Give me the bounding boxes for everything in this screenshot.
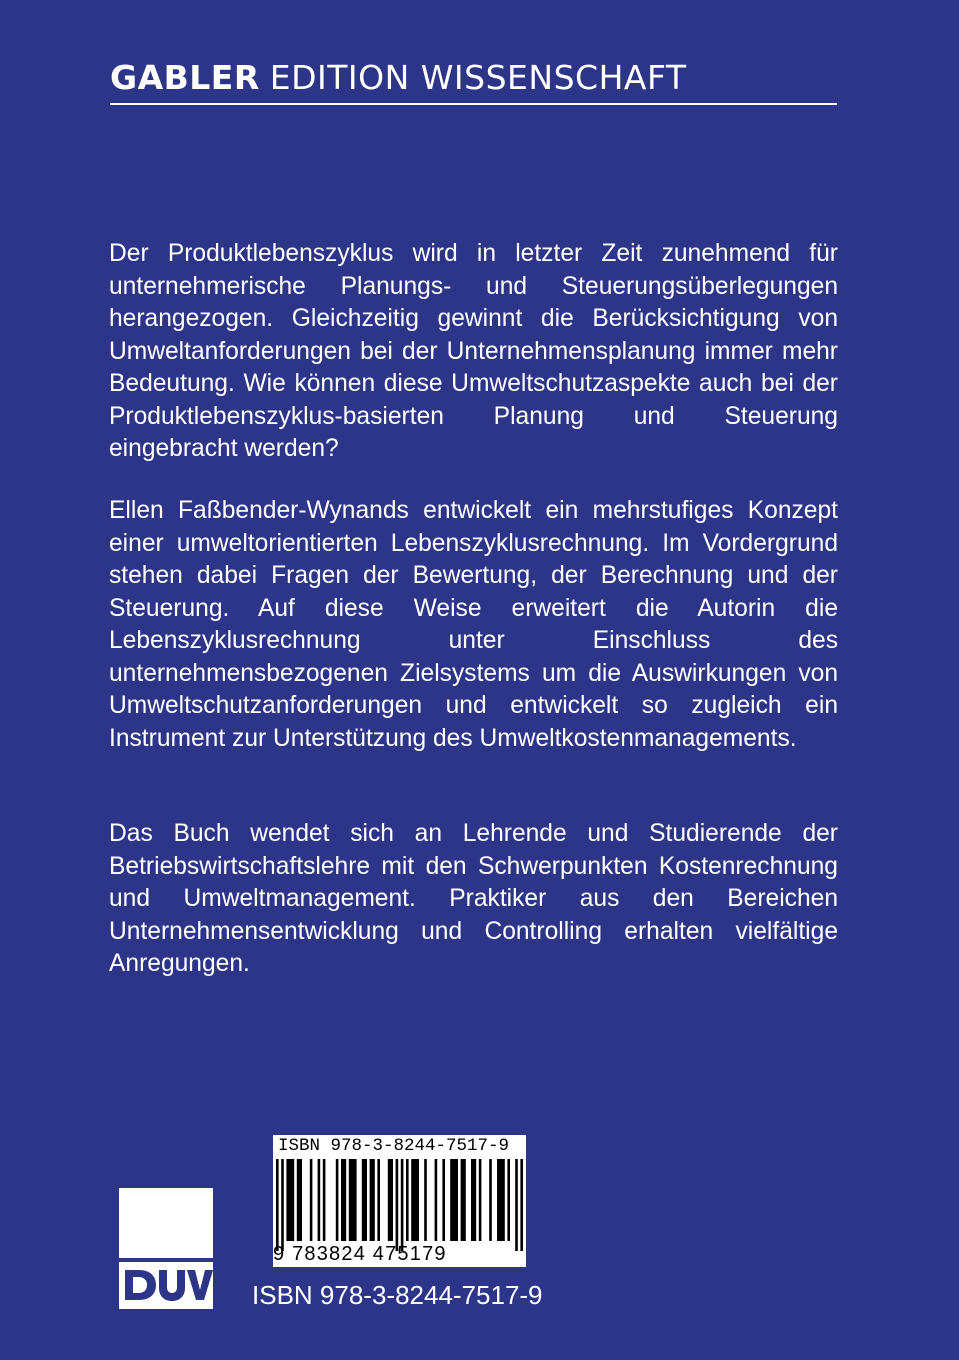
series-title — [110, 58, 687, 97]
barcode-bar — [336, 1159, 339, 1241]
barcode-bars — [276, 1159, 523, 1251]
barcode-bar — [411, 1159, 419, 1241]
blurb-paragraph-3: Das Buch wendet sich an Lehrende und Studierende der Betriebswirtschaftslehre mit den Schwerpunkten Kostenrechnung und Umweltmanagement. Praktiker aus den Bereichen Unternehmensentwicklung und Controlling erhalten vielfältige Anregungen. — [109, 820, 838, 977]
barcode-bar — [450, 1159, 458, 1241]
barcode-bar — [396, 1159, 399, 1251]
barcode-bar — [349, 1159, 357, 1241]
barcode-bar — [424, 1159, 427, 1241]
barcode-bar — [497, 1159, 505, 1241]
barcode-bar — [442, 1159, 445, 1241]
barcode-bar — [435, 1159, 438, 1241]
barcode-bar — [276, 1159, 279, 1251]
barcode-bar — [471, 1159, 476, 1241]
barcode-bar — [377, 1159, 380, 1241]
header-rule — [110, 103, 837, 105]
barcode-bar — [362, 1159, 367, 1241]
isbn-barcode — [273, 1135, 526, 1267]
barcode-bar — [286, 1159, 294, 1241]
barcode-bar — [318, 1159, 321, 1241]
barcode-bar — [461, 1159, 466, 1241]
barcode-bar — [401, 1159, 404, 1251]
barcode-bar — [388, 1159, 393, 1241]
barcode-bar — [341, 1159, 346, 1241]
barcode-bar — [489, 1159, 492, 1241]
barcode-digits: 9 783824 475179 — [273, 1243, 447, 1265]
duv-logo — [119, 1188, 217, 1310]
series-brand: GABLER — [110, 58, 260, 97]
blurb-paragraph-2: Ellen Faßbender-Wynands entwickelt ein mehrstufiges Konzept einer umweltorientierten Lebenszyklusrechnung. Im Vordergrund stehen dabei Fragen der Bewertung, der Berechnung und der Steuerung. Auf diese Weise erweitert die Autorin die Lebenszyklusrechnung unter Einschluss des unternehmensbezogenen Zielsystems um die Auswirkungen von Umweltschutzanforderungen und entwickelt so zugleich ein Instrument zur Unterstützung des Umweltkostenmanagements. — [109, 497, 838, 752]
series-name: EDITION WISSENSCHAFT — [269, 58, 687, 97]
barcode-bar — [323, 1159, 326, 1241]
barcode-bar — [406, 1159, 409, 1241]
barcode-bar — [479, 1159, 482, 1241]
barcode-isbn-label: ISBN 978-3-8244-7517-9 — [278, 1136, 510, 1156]
barcode-bar — [520, 1159, 523, 1251]
barcode-bar — [507, 1159, 510, 1241]
barcode-bar — [281, 1159, 284, 1251]
blurb-paragraph-1: Der Produktlebenszyklus wird in letzter Zeit zunehmend für unternehmerische Planungs- und Steuerungsüberlegungen herangezogen. Gleichzeitig gewinnt die Berücksichtigung von Umweltanforderungen bei der Unternehmensplanung immer mehr Bedeutung. Wie können diese Umweltschutzaspekte auch bei der Produktlebenszyklus-basierten Planung und Steuerung eingebracht werden? — [109, 240, 838, 462]
barcode-bar — [310, 1159, 313, 1241]
isbn-text: ISBN 978-3-8244-7517-9 — [252, 1280, 543, 1310]
barcode-bar — [370, 1159, 375, 1241]
barcode-bar — [297, 1159, 302, 1241]
barcode-bar — [515, 1159, 518, 1251]
